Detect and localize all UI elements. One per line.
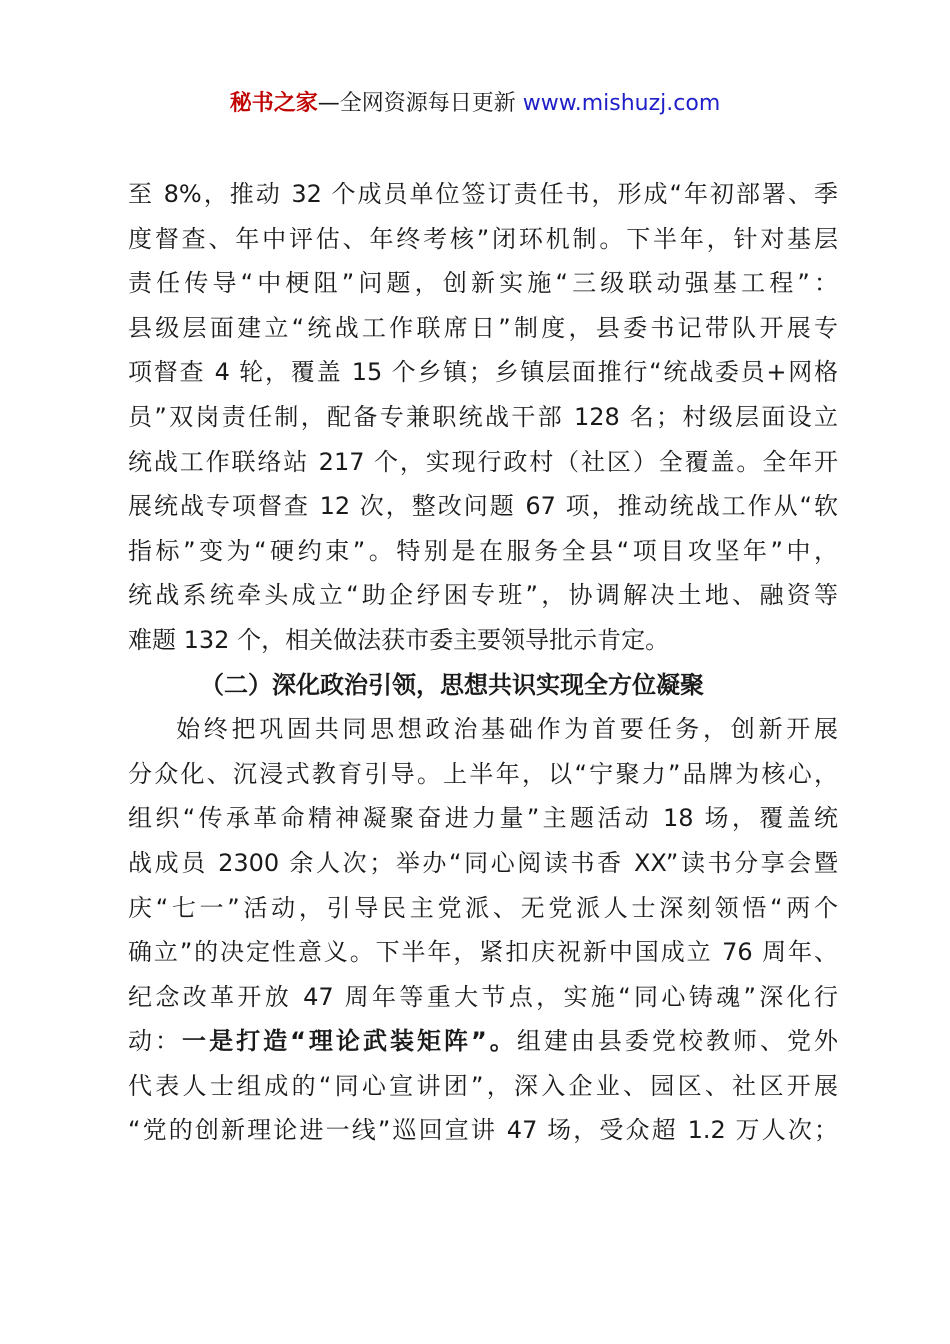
text-line: 代表人士组成的“同心宣讲团”，深入企业、园区、社区开展 (128, 1071, 838, 1100)
text-line: 指标”变为“硬约束”。特别是在服务全县“项目攻坚年”中， (128, 536, 838, 565)
text-fragment: 组建由县委党校教师、党外 (516, 1027, 838, 1056)
text-line: 员”双岗责任制，配备专兼职统战干部 128 名；村级层面设立 (128, 402, 838, 431)
text-line: 统战工作联络站 217 个，实现行政村（社区）全覆盖。全年开 (128, 447, 838, 476)
text-line: 度督查、年中评估、年终考核”闭环机制。下半年，针对基层 (128, 224, 838, 253)
text-line: “党的创新理论进一线”巡回宣讲 47 场，受众超 1.2 万人次； (128, 1116, 838, 1145)
bold-phrase: 一是打造“理论武装矩阵”。 (182, 1027, 517, 1056)
brand-name: 秘书之家 (229, 91, 318, 116)
text-line: 展统战专项督查 12 次，整改问题 67 项，推动统战工作从“软 (128, 492, 838, 521)
text-line: 战成员 2300 余人次；举办“同心阅读书香 XX”读书分享会暨 (128, 848, 838, 877)
text-line: 庆“七一”活动，引导民主党派、无党派人士深刻领悟“两个 (128, 893, 838, 922)
header-slogan: —全网资源每日更新 (317, 91, 516, 116)
text-line: 项督查 4 轮，覆盖 15 个乡镇；乡镇层面推行“统战委员+网格 (128, 358, 838, 387)
text-line: 县级层面建立“统战工作联席日”制度，县委书记带队开展专 (128, 313, 838, 342)
text-line: 始终把巩固共同思想政治基础作为首要任务，创新开展 (176, 715, 838, 744)
text-fragment: 动： (128, 1027, 183, 1056)
text-line: 分众化、沉浸式教育引导。上半年，以“宁聚力”品牌为核心， (128, 759, 838, 788)
text-line: 统战系统牵头成立“助企纾困专班”，协调解决土地、融资等 (128, 581, 838, 610)
text-line-mixed (128, 1019, 838, 1064)
text-line: 纪念改革开放 47 周年等重大节点，实施“同心铸魂”深化行 (128, 982, 838, 1011)
text-line: 组织“传承革命精神凝聚奋进力量”主题活动 18 场，覆盖统 (128, 804, 838, 833)
page-header (0, 88, 950, 120)
body-text (128, 172, 838, 1153)
text-line: 至 8%，推动 32 个成员单位签订责任书，形成“年初部署、季 (128, 180, 838, 208)
text-line: 责任传导“中梗阻”问题，创新实施“三级联动强基工程”： (128, 269, 838, 298)
text-line: 确立”的决定性意义。下半年，紧扣庆祝新中国成立 76 周年、 (128, 938, 838, 967)
site-url-link[interactable]: www.mishuzj.com (522, 91, 721, 116)
text-line: 难题 132 个，相关做法获市委主要领导批示肯定。 (128, 625, 670, 654)
section-heading: （二）深化政治引领，思想共识实现全方位凝聚 (200, 670, 704, 699)
